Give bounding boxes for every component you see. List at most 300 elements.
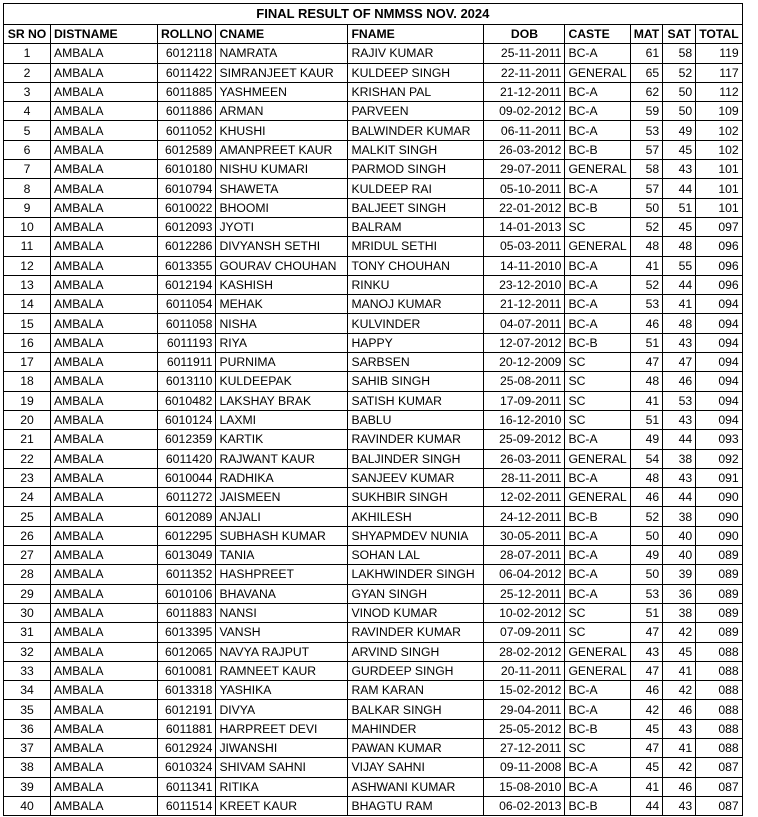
cell-total: 091 xyxy=(696,468,743,487)
table-row xyxy=(4,796,743,815)
table-row xyxy=(4,738,743,757)
cell-fname: TONY CHOUHAN xyxy=(348,256,484,275)
cell-total: 088 xyxy=(696,661,743,680)
cell-mat: 48 xyxy=(630,468,663,487)
cell-caste: BC-A xyxy=(565,584,630,603)
cell-distname: AMBALA xyxy=(51,217,158,236)
cell-rollno: 6012118 xyxy=(158,44,216,63)
cell-total: 088 xyxy=(696,700,743,719)
col-header-caste: CASTE xyxy=(565,25,630,44)
cell-caste: BC-B xyxy=(565,719,630,738)
cell-mat: 61 xyxy=(630,44,663,63)
cell-fname: GURDEEP SINGH xyxy=(348,661,484,680)
table-row xyxy=(4,719,743,738)
cell-rollno: 6013049 xyxy=(158,546,216,565)
cell-distname: AMBALA xyxy=(51,391,158,410)
col-header-distname: DISTNAME xyxy=(51,25,158,44)
col-header-mat: MAT xyxy=(630,25,663,44)
cell-sat: 48 xyxy=(663,237,696,256)
cell-mat: 62 xyxy=(630,82,663,101)
col-header-total: TOTAL xyxy=(696,25,743,44)
cell-mat: 49 xyxy=(630,546,663,565)
cell-mat: 52 xyxy=(630,217,663,236)
table-row xyxy=(4,507,743,526)
cell-caste: BC-B xyxy=(565,333,630,352)
cell-cname: MEHAK xyxy=(216,295,348,314)
cell-total: 094 xyxy=(696,353,743,372)
cell-fname: VINOD KUMAR xyxy=(348,603,484,622)
cell-sat: 43 xyxy=(663,160,696,179)
table-row xyxy=(4,565,743,584)
cell-rollno: 6011272 xyxy=(158,488,216,507)
cell-rollno: 6012359 xyxy=(158,430,216,449)
cell-cname: RITIKA xyxy=(216,777,348,796)
cell-sr-no: 36 xyxy=(4,719,51,738)
cell-caste: BC-A xyxy=(565,700,630,719)
cell-caste: BC-A xyxy=(565,275,630,294)
cell-dob: 14-01-2013 xyxy=(484,217,565,236)
cell-sat: 42 xyxy=(663,758,696,777)
cell-dob: 24-12-2011 xyxy=(484,507,565,526)
cell-sr-no: 23 xyxy=(4,468,51,487)
cell-distname: AMBALA xyxy=(51,140,158,159)
table-row xyxy=(4,314,743,333)
cell-sat: 36 xyxy=(663,584,696,603)
table-row xyxy=(4,642,743,661)
table-row xyxy=(4,121,743,140)
table-row xyxy=(4,410,743,429)
cell-caste: BC-A xyxy=(565,314,630,333)
cell-sat: 40 xyxy=(663,546,696,565)
cell-sr-no: 26 xyxy=(4,526,51,545)
cell-fname: KULVINDER xyxy=(348,314,484,333)
cell-fname: RAVINDER KUMAR xyxy=(348,623,484,642)
cell-caste: BC-B xyxy=(565,198,630,217)
cell-cname: DIVYA xyxy=(216,700,348,719)
cell-sat: 41 xyxy=(663,295,696,314)
cell-dob: 15-08-2010 xyxy=(484,777,565,796)
cell-sr-no: 4 xyxy=(4,102,51,121)
cell-total: 096 xyxy=(696,237,743,256)
cell-cname: KREET KAUR xyxy=(216,796,348,815)
cell-distname: AMBALA xyxy=(51,63,158,82)
cell-fname: SUKHBIR SINGH xyxy=(348,488,484,507)
cell-total: 094 xyxy=(696,410,743,429)
cell-fname: BHAGTU RAM xyxy=(348,796,484,815)
cell-sat: 45 xyxy=(663,217,696,236)
cell-rollno: 6011885 xyxy=(158,82,216,101)
cell-total: 089 xyxy=(696,623,743,642)
cell-distname: AMBALA xyxy=(51,198,158,217)
cell-sr-no: 5 xyxy=(4,121,51,140)
cell-fname: BALWINDER KUMAR xyxy=(348,121,484,140)
cell-sat: 50 xyxy=(663,102,696,121)
cell-fname: BALJINDER SINGH xyxy=(348,449,484,468)
cell-rollno: 6013318 xyxy=(158,681,216,700)
cell-rollno: 6010180 xyxy=(158,160,216,179)
cell-cname: ANJALI xyxy=(216,507,348,526)
cell-mat: 58 xyxy=(630,160,663,179)
cell-dob: 25-12-2011 xyxy=(484,584,565,603)
cell-rollno: 6012065 xyxy=(158,642,216,661)
cell-fname: RAM KARAN xyxy=(348,681,484,700)
cell-cname: NAMRATA xyxy=(216,44,348,63)
cell-cname: KASHISH xyxy=(216,275,348,294)
cell-mat: 50 xyxy=(630,565,663,584)
cell-mat: 48 xyxy=(630,237,663,256)
cell-sr-no: 34 xyxy=(4,681,51,700)
cell-dob: 26-03-2012 xyxy=(484,140,565,159)
cell-sat: 38 xyxy=(663,507,696,526)
cell-dob: 12-07-2012 xyxy=(484,333,565,352)
cell-rollno: 6010044 xyxy=(158,468,216,487)
cell-distname: AMBALA xyxy=(51,546,158,565)
cell-total: 102 xyxy=(696,140,743,159)
cell-fname: LAKHWINDER SINGH xyxy=(348,565,484,584)
cell-fname: PAWAN KUMAR xyxy=(348,738,484,757)
cell-fname: RINKU xyxy=(348,275,484,294)
cell-mat: 59 xyxy=(630,102,663,121)
cell-rollno: 6010124 xyxy=(158,410,216,429)
cell-distname: AMBALA xyxy=(51,488,158,507)
cell-fname: SOHAN LAL xyxy=(348,546,484,565)
cell-rollno: 6011052 xyxy=(158,121,216,140)
cell-mat: 41 xyxy=(630,391,663,410)
cell-dob: 21-12-2011 xyxy=(484,295,565,314)
cell-caste: SC xyxy=(565,410,630,429)
cell-cname: JYOTI xyxy=(216,217,348,236)
cell-mat: 46 xyxy=(630,681,663,700)
table-row xyxy=(4,160,743,179)
cell-total: 087 xyxy=(696,758,743,777)
cell-distname: AMBALA xyxy=(51,372,158,391)
cell-mat: 57 xyxy=(630,140,663,159)
table-row xyxy=(4,353,743,372)
cell-distname: AMBALA xyxy=(51,796,158,815)
cell-total: 087 xyxy=(696,796,743,815)
cell-fname: SAHIB SINGH xyxy=(348,372,484,391)
cell-total: 089 xyxy=(696,603,743,622)
table-row xyxy=(4,391,743,410)
cell-distname: AMBALA xyxy=(51,738,158,757)
cell-fname: RAJIV KUMAR xyxy=(348,44,484,63)
cell-fname: HAPPY xyxy=(348,333,484,352)
cell-total: 089 xyxy=(696,584,743,603)
cell-dob: 20-11-2011 xyxy=(484,661,565,680)
cell-sr-no: 15 xyxy=(4,314,51,333)
cell-cname: YASHIKA xyxy=(216,681,348,700)
cell-fname: SATISH KUMAR xyxy=(348,391,484,410)
table-row xyxy=(4,237,743,256)
cell-dob: 30-05-2011 xyxy=(484,526,565,545)
cell-fname: VIJAY SAHNI xyxy=(348,758,484,777)
cell-mat: 50 xyxy=(630,198,663,217)
cell-total: 094 xyxy=(696,333,743,352)
cell-sat: 42 xyxy=(663,623,696,642)
cell-dob: 29-07-2011 xyxy=(484,160,565,179)
cell-mat: 47 xyxy=(630,353,663,372)
cell-distname: AMBALA xyxy=(51,256,158,275)
cell-sr-no: 35 xyxy=(4,700,51,719)
cell-sat: 43 xyxy=(663,468,696,487)
cell-fname: MANOJ KUMAR xyxy=(348,295,484,314)
cell-cname: DIVYANSH SETHI xyxy=(216,237,348,256)
cell-total: 112 xyxy=(696,82,743,101)
cell-fname: ARVIND SINGH xyxy=(348,642,484,661)
table-row xyxy=(4,63,743,82)
cell-distname: AMBALA xyxy=(51,430,158,449)
cell-caste: SC xyxy=(565,623,630,642)
table-row xyxy=(4,44,743,63)
cell-dob: 28-02-2012 xyxy=(484,642,565,661)
cell-caste: SC xyxy=(565,217,630,236)
cell-sat: 41 xyxy=(663,738,696,757)
cell-distname: AMBALA xyxy=(51,584,158,603)
cell-rollno: 6013110 xyxy=(158,372,216,391)
cell-sr-no: 22 xyxy=(4,449,51,468)
cell-fname: AKHILESH xyxy=(348,507,484,526)
cell-dob: 04-07-2011 xyxy=(484,314,565,333)
cell-dob: 12-02-2011 xyxy=(484,488,565,507)
cell-mat: 49 xyxy=(630,430,663,449)
table-row xyxy=(4,198,743,217)
cell-caste: GENERAL xyxy=(565,661,630,680)
cell-sr-no: 18 xyxy=(4,372,51,391)
cell-caste: BC-A xyxy=(565,758,630,777)
cell-rollno: 6010482 xyxy=(158,391,216,410)
cell-sat: 44 xyxy=(663,430,696,449)
cell-dob: 06-02-2013 xyxy=(484,796,565,815)
cell-cname: VANSH xyxy=(216,623,348,642)
cell-cname: NANSI xyxy=(216,603,348,622)
cell-sr-no: 38 xyxy=(4,758,51,777)
cell-rollno: 6010022 xyxy=(158,198,216,217)
cell-sr-no: 8 xyxy=(4,179,51,198)
cell-total: 089 xyxy=(696,565,743,584)
cell-dob: 27-12-2011 xyxy=(484,738,565,757)
cell-dob: 25-11-2011 xyxy=(484,44,565,63)
cell-mat: 57 xyxy=(630,179,663,198)
cell-cname: KULDEEPAK xyxy=(216,372,348,391)
cell-fname: KULDEEP RAI xyxy=(348,179,484,198)
cell-sr-no: 1 xyxy=(4,44,51,63)
cell-mat: 53 xyxy=(630,295,663,314)
table-row xyxy=(4,333,743,352)
cell-mat: 52 xyxy=(630,275,663,294)
table-row xyxy=(4,584,743,603)
cell-total: 090 xyxy=(696,526,743,545)
cell-sat: 44 xyxy=(663,179,696,198)
cell-caste: GENERAL xyxy=(565,642,630,661)
cell-distname: AMBALA xyxy=(51,603,158,622)
cell-sr-no: 39 xyxy=(4,777,51,796)
table-row xyxy=(4,372,743,391)
cell-caste: SC xyxy=(565,738,630,757)
cell-rollno: 6011054 xyxy=(158,295,216,314)
cell-caste: BC-A xyxy=(565,430,630,449)
cell-total: 096 xyxy=(696,256,743,275)
cell-sat: 38 xyxy=(663,603,696,622)
cell-sat: 49 xyxy=(663,121,696,140)
cell-sr-no: 37 xyxy=(4,738,51,757)
cell-cname: BHAVANA xyxy=(216,584,348,603)
cell-dob: 21-12-2011 xyxy=(484,82,565,101)
cell-total: 094 xyxy=(696,295,743,314)
cell-mat: 53 xyxy=(630,121,663,140)
cell-fname: MAHINDER xyxy=(348,719,484,738)
cell-total: 094 xyxy=(696,391,743,410)
cell-cname: YASHMEEN xyxy=(216,82,348,101)
cell-rollno: 6011352 xyxy=(158,565,216,584)
table-row xyxy=(4,546,743,565)
cell-dob: 29-04-2011 xyxy=(484,700,565,719)
cell-total: 117 xyxy=(696,63,743,82)
table-row xyxy=(4,681,743,700)
cell-caste: BC-A xyxy=(565,526,630,545)
cell-distname: AMBALA xyxy=(51,681,158,700)
cell-cname: HARPREET DEVI xyxy=(216,719,348,738)
cell-sat: 46 xyxy=(663,700,696,719)
cell-sr-no: 10 xyxy=(4,217,51,236)
cell-caste: BC-A xyxy=(565,295,630,314)
cell-rollno: 6012191 xyxy=(158,700,216,719)
cell-sat: 43 xyxy=(663,410,696,429)
cell-fname: ASHWANI KUMAR xyxy=(348,777,484,796)
cell-fname: BALRAM xyxy=(348,217,484,236)
cell-sat: 43 xyxy=(663,719,696,738)
cell-caste: GENERAL xyxy=(565,237,630,256)
cell-cname: TANIA xyxy=(216,546,348,565)
cell-distname: AMBALA xyxy=(51,410,158,429)
col-header-rollno: ROLLNO xyxy=(158,25,216,44)
cell-total: 088 xyxy=(696,738,743,757)
cell-sat: 38 xyxy=(663,449,696,468)
table-row xyxy=(4,82,743,101)
cell-sr-no: 31 xyxy=(4,623,51,642)
cell-mat: 42 xyxy=(630,700,663,719)
cell-dob: 10-02-2012 xyxy=(484,603,565,622)
cell-sr-no: 33 xyxy=(4,661,51,680)
cell-fname: RAVINDER KUMAR xyxy=(348,430,484,449)
cell-total: 089 xyxy=(696,546,743,565)
cell-dob: 22-01-2012 xyxy=(484,198,565,217)
cell-sat: 44 xyxy=(663,488,696,507)
cell-distname: AMBALA xyxy=(51,623,158,642)
cell-rollno: 6012924 xyxy=(158,738,216,757)
cell-sr-no: 14 xyxy=(4,295,51,314)
cell-cname: PURNIMA xyxy=(216,353,348,372)
cell-rollno: 6011341 xyxy=(158,777,216,796)
result-sheet xyxy=(3,3,743,816)
cell-total: 090 xyxy=(696,507,743,526)
cell-rollno: 6012093 xyxy=(158,217,216,236)
cell-total: 102 xyxy=(696,121,743,140)
cell-sat: 42 xyxy=(663,681,696,700)
cell-fname: SHYAPMDEV NUNIA xyxy=(348,526,484,545)
cell-sat: 43 xyxy=(663,796,696,815)
cell-rollno: 6010794 xyxy=(158,179,216,198)
cell-sat: 52 xyxy=(663,63,696,82)
result-rows xyxy=(4,44,743,816)
cell-sr-no: 28 xyxy=(4,565,51,584)
cell-rollno: 6010081 xyxy=(158,661,216,680)
cell-sr-no: 30 xyxy=(4,603,51,622)
cell-rollno: 6013395 xyxy=(158,623,216,642)
cell-sr-no: 13 xyxy=(4,275,51,294)
cell-fname: MRIDUL SETHI xyxy=(348,237,484,256)
cell-distname: AMBALA xyxy=(51,275,158,294)
cell-dob: 17-09-2011 xyxy=(484,391,565,410)
cell-mat: 51 xyxy=(630,603,663,622)
cell-distname: AMBALA xyxy=(51,661,158,680)
cell-rollno: 6011420 xyxy=(158,449,216,468)
table-row xyxy=(4,661,743,680)
cell-caste: BC-A xyxy=(565,546,630,565)
cell-mat: 45 xyxy=(630,758,663,777)
cell-distname: AMBALA xyxy=(51,160,158,179)
cell-distname: AMBALA xyxy=(51,565,158,584)
cell-sat: 39 xyxy=(663,565,696,584)
cell-sr-no: 3 xyxy=(4,82,51,101)
cell-mat: 65 xyxy=(630,63,663,82)
cell-rollno: 6011058 xyxy=(158,314,216,333)
cell-dob: 09-02-2012 xyxy=(484,102,565,121)
cell-mat: 46 xyxy=(630,488,663,507)
cell-dob: 25-09-2012 xyxy=(484,430,565,449)
cell-caste: BC-A xyxy=(565,681,630,700)
header-row xyxy=(4,25,743,44)
result-table xyxy=(3,3,743,816)
cell-mat: 51 xyxy=(630,333,663,352)
cell-mat: 47 xyxy=(630,661,663,680)
cell-distname: AMBALA xyxy=(51,333,158,352)
cell-dob: 06-04-2012 xyxy=(484,565,565,584)
cell-distname: AMBALA xyxy=(51,777,158,796)
cell-sat: 58 xyxy=(663,44,696,63)
cell-fname: KULDEEP SINGH xyxy=(348,63,484,82)
cell-total: 088 xyxy=(696,719,743,738)
cell-dob: 05-10-2011 xyxy=(484,179,565,198)
cell-rollno: 6010324 xyxy=(158,758,216,777)
cell-distname: AMBALA xyxy=(51,121,158,140)
cell-total: 094 xyxy=(696,314,743,333)
cell-total: 101 xyxy=(696,179,743,198)
cell-distname: AMBALA xyxy=(51,314,158,333)
cell-cname: RAMNEET KAUR xyxy=(216,661,348,680)
cell-total: 088 xyxy=(696,642,743,661)
cell-total: 096 xyxy=(696,275,743,294)
cell-sr-no: 11 xyxy=(4,237,51,256)
cell-dob: 07-09-2011 xyxy=(484,623,565,642)
cell-cname: NISHU KUMARI xyxy=(216,160,348,179)
cell-mat: 54 xyxy=(630,449,663,468)
cell-caste: BC-A xyxy=(565,468,630,487)
cell-distname: AMBALA xyxy=(51,526,158,545)
cell-caste: GENERAL xyxy=(565,160,630,179)
cell-sr-no: 9 xyxy=(4,198,51,217)
page-title: FINAL RESULT OF NMMSS NOV. 2024 xyxy=(4,4,743,25)
col-header-sat: SAT xyxy=(663,25,696,44)
cell-sat: 47 xyxy=(663,353,696,372)
cell-sat: 44 xyxy=(663,275,696,294)
cell-mat: 50 xyxy=(630,526,663,545)
cell-distname: AMBALA xyxy=(51,642,158,661)
cell-caste: SC xyxy=(565,603,630,622)
cell-distname: AMBALA xyxy=(51,102,158,121)
cell-sr-no: 2 xyxy=(4,63,51,82)
table-row xyxy=(4,603,743,622)
cell-rollno: 6011422 xyxy=(158,63,216,82)
